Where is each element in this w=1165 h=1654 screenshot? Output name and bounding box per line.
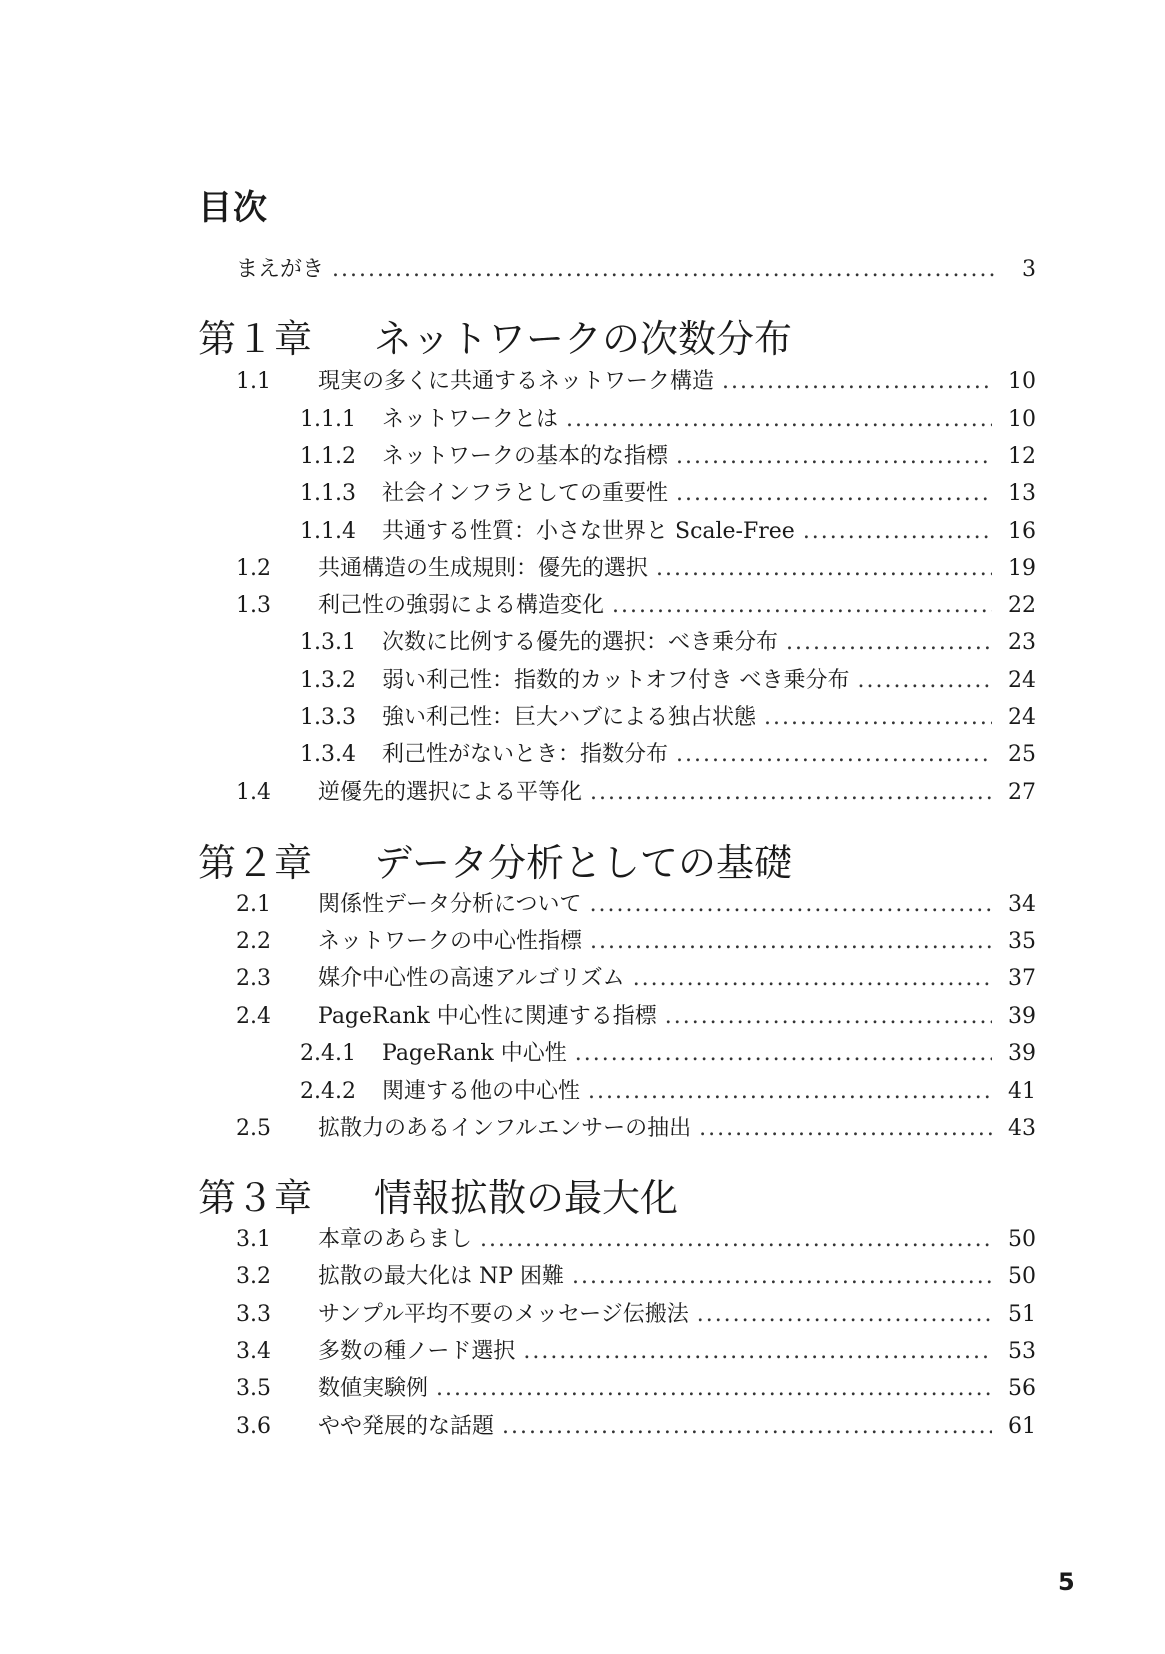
toc-subsection-row[interactable]: [300, 441, 1036, 473]
leader-dots: [857, 665, 992, 697]
section-number: 1.3: [236, 593, 271, 618]
subsection-number: 1.3.2: [300, 668, 356, 693]
section-number: 2.4: [236, 1004, 271, 1029]
leader-dots: [590, 926, 992, 958]
leader-dots: [676, 441, 992, 473]
section-number: 3.3: [236, 1302, 271, 1327]
toc-subsection-row[interactable]: [300, 478, 1036, 510]
subsection-title: 関連する他の中心性: [382, 1079, 581, 1104]
section-title: 逆優先的選択による平等化: [318, 780, 583, 805]
section-title: 関係性データ分析について: [318, 892, 582, 917]
leader-dots: [590, 889, 992, 921]
section-title: 媒介中心性の高速アルゴリズム: [318, 966, 625, 991]
toc-subsection-row[interactable]: [300, 1038, 1036, 1070]
section-page: 22: [1008, 593, 1036, 618]
section-number: 3.2: [236, 1264, 271, 1289]
leader-dots: [575, 1038, 992, 1070]
section-title: 現実の多くに共通するネットワーク構造: [318, 369, 715, 394]
chapter-heading[interactable]: [198, 314, 792, 364]
subsection-number: 1.3.4: [300, 742, 356, 767]
leader-dots: [436, 1373, 992, 1405]
chapter-title: ネットワークの次数分布: [374, 317, 793, 361]
toc-section-row[interactable]: [236, 889, 1036, 921]
subsection-title: PageRank 中心性: [382, 1041, 567, 1066]
section-title: PageRank 中心性に関連する指標: [318, 1004, 657, 1029]
subsection-page: 25: [1008, 742, 1036, 767]
section-title: 共通構造の生成規則：優先的選択: [318, 556, 649, 581]
subsection-page: 16: [1008, 519, 1036, 544]
toc-subsection-row[interactable]: [300, 516, 1036, 548]
section-title: 多数の種ノード選択: [318, 1339, 516, 1364]
section-number: 3.1: [236, 1227, 271, 1252]
subsection-page: 23: [1008, 630, 1036, 655]
toc-entry-title: まえがき: [236, 257, 325, 282]
section-page: 37: [1008, 966, 1036, 991]
section-title: ネットワークの中心性指標: [318, 929, 583, 954]
section-page: 50: [1008, 1264, 1036, 1289]
subsection-page: 13: [1008, 481, 1036, 506]
section-title: 拡散力のあるインフルエンサーの抽出: [318, 1116, 692, 1141]
subsection-title: 強い利己性：巨大ハブによる独占状態: [382, 705, 757, 730]
section-number: 1.2: [236, 556, 271, 581]
leader-dots: [699, 1113, 992, 1145]
section-number: 3.6: [236, 1414, 271, 1439]
section-number: 2.5: [236, 1116, 271, 1141]
section-page: 56: [1008, 1376, 1036, 1401]
toc-section-row[interactable]: [236, 1113, 1036, 1145]
subsection-title: 共通する性質：小さな世界と Scale-Free: [382, 519, 795, 544]
subsection-number: 1.3.1: [300, 630, 356, 655]
section-title: 利己性の強弱による構造変化: [318, 593, 605, 618]
leader-dots: [786, 627, 992, 659]
toc-subsection-row[interactable]: [300, 627, 1036, 659]
chapter-number: 第１章: [198, 317, 313, 361]
section-number: 3.5: [236, 1376, 271, 1401]
leader-dots: [612, 590, 992, 622]
chapter-number: 第２章: [198, 841, 313, 885]
subsection-number: 2.4.2: [300, 1079, 356, 1104]
subsection-number: 1.1.4: [300, 519, 356, 544]
toc-subsection-row[interactable]: [300, 739, 1036, 771]
section-page: 43: [1008, 1116, 1036, 1141]
section-number: 2.1: [236, 892, 271, 917]
subsection-number: 1.3.3: [300, 705, 356, 730]
subsection-title: 弱い利己性：指数的カットオフ付き べき乗分布: [382, 668, 850, 693]
chapter-title: 情報拡散の最大化: [374, 1176, 679, 1220]
chapter-heading[interactable]: [198, 838, 792, 888]
toc-section-row[interactable]: [236, 1224, 1036, 1256]
leader-dots: [656, 553, 992, 585]
leader-dots: [332, 254, 998, 286]
subsection-page: 41: [1008, 1079, 1036, 1104]
toc-section-row[interactable]: [236, 1261, 1036, 1293]
toc-section-row[interactable]: [236, 963, 1036, 995]
toc-section-row[interactable]: [236, 1411, 1036, 1443]
subsection-number: 1.1.1: [300, 407, 356, 432]
page-number: 5: [1058, 1568, 1075, 1596]
section-number: 2.3: [236, 966, 271, 991]
section-number: 1.4: [236, 780, 271, 805]
leader-dots: [764, 702, 992, 734]
toc-subsection-row[interactable]: [300, 665, 1036, 697]
subsection-title: 利己性がないとき：指数分布: [382, 742, 669, 767]
toc-section-row[interactable]: [236, 1336, 1036, 1368]
leader-dots: [803, 516, 992, 548]
toc-subsection-row[interactable]: [300, 702, 1036, 734]
section-page: 19: [1008, 556, 1036, 581]
subsection-page: 24: [1008, 705, 1036, 730]
subsection-page: 24: [1008, 668, 1036, 693]
section-title: やや発展的な話題: [318, 1414, 495, 1439]
toc-subsection-row[interactable]: [300, 1076, 1036, 1108]
toc-section-row[interactable]: [236, 777, 1036, 809]
section-page: 34: [1008, 892, 1036, 917]
toc-section-row[interactable]: [236, 590, 1036, 622]
leader-dots: [633, 963, 992, 995]
section-page: 61: [1008, 1414, 1036, 1439]
subsection-title: 社会インフラとしての重要性: [382, 481, 669, 506]
subsection-title: ネットワークの基本的な指標: [382, 444, 669, 469]
toc-entry-preface[interactable]: [236, 254, 1036, 286]
leader-dots: [697, 1299, 992, 1331]
toc-entry-page: 3: [1022, 257, 1036, 282]
chapter-heading[interactable]: [198, 1173, 678, 1223]
toc-subsection-row[interactable]: [300, 404, 1036, 436]
subsection-number: 2.4.1: [300, 1041, 356, 1066]
page-title: 目次: [198, 188, 268, 228]
chapter-number: 第３章: [198, 1176, 313, 1220]
section-number: 2.2: [236, 929, 271, 954]
section-title: 本章のあらまし: [318, 1227, 473, 1252]
toc-section-row[interactable]: [236, 1001, 1036, 1033]
subsection-number: 1.1.3: [300, 481, 356, 506]
leader-dots: [566, 404, 992, 436]
toc-section-row[interactable]: [236, 366, 1036, 398]
toc-section-row[interactable]: [236, 1299, 1036, 1331]
subsection-page: 39: [1008, 1041, 1036, 1066]
subsection-title: 次数に比例する優先的選択：べき乗分布: [382, 630, 779, 655]
section-title: 拡散の最大化は NP 困難: [318, 1264, 565, 1289]
leader-dots: [722, 366, 992, 398]
section-page: 53: [1008, 1339, 1036, 1364]
section-number: 3.4: [236, 1339, 271, 1364]
subsection-number: 1.1.2: [300, 444, 356, 469]
section-page: 51: [1008, 1302, 1036, 1327]
leader-dots: [480, 1224, 992, 1256]
leader-dots: [572, 1261, 992, 1293]
section-page: 10: [1008, 369, 1036, 394]
toc-section-row[interactable]: [236, 553, 1036, 585]
subsection-title: ネットワークとは: [382, 407, 559, 432]
subsection-page: 12: [1008, 444, 1036, 469]
section-title: サンプル平均不要のメッセージ伝搬法: [318, 1302, 689, 1327]
chapter-title: データ分析としての基礎: [374, 841, 793, 885]
leader-dots: [590, 777, 992, 809]
leader-dots: [676, 739, 992, 771]
section-page: 39: [1008, 1004, 1036, 1029]
leader-dots: [676, 478, 992, 510]
leader-dots: [523, 1336, 992, 1368]
section-page: 50: [1008, 1227, 1036, 1252]
leader-dots: [588, 1076, 992, 1108]
toc-section-row[interactable]: [236, 926, 1036, 958]
leader-dots: [502, 1411, 992, 1443]
leader-dots: [665, 1001, 992, 1033]
section-page: 27: [1008, 780, 1036, 805]
section-title: 数値実験例: [318, 1376, 429, 1401]
subsection-page: 10: [1008, 407, 1036, 432]
toc-section-row[interactable]: [236, 1373, 1036, 1405]
section-page: 35: [1008, 929, 1036, 954]
section-number: 1.1: [236, 369, 271, 394]
